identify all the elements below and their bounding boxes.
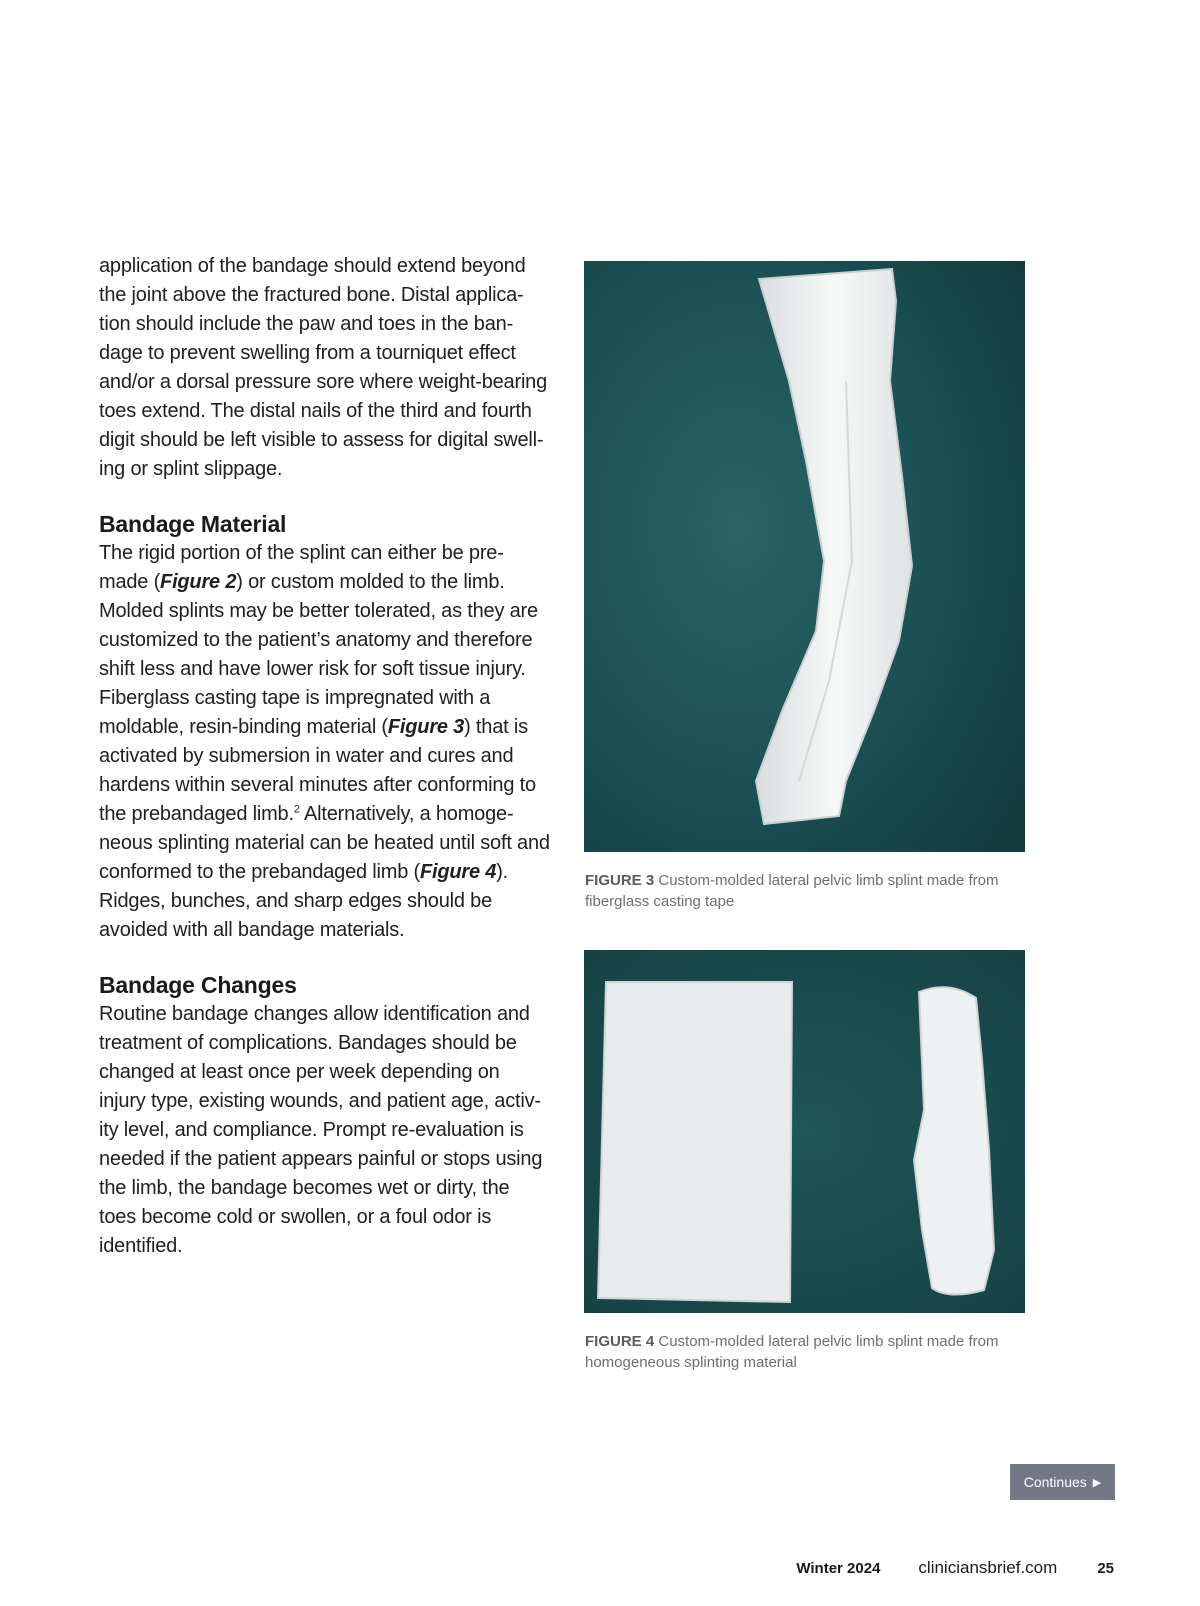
site-link[interactable]: cliniciansbrief.com: [918, 1558, 1058, 1577]
page-footer: [796, 1558, 1114, 1580]
figure-3-reference: Figure 3: [387, 716, 465, 738]
issue-season: Winter 2024: [796, 1560, 881, 1577]
figure-4-label: FIGURE 4: [585, 1333, 655, 1350]
section-heading-bandage-changes: Bandage Changes: [99, 972, 297, 998]
figure-2-reference: Figure 2: [160, 571, 237, 593]
article-left-column: [99, 252, 551, 1261]
page-number: 25: [1097, 1560, 1114, 1577]
section-heading-bandage-material: Bandage Material: [99, 511, 287, 537]
figure-4-reference: Figure 4: [419, 861, 497, 883]
figure-3-photo: [584, 261, 1025, 852]
continues-label: Continues: [1023, 1474, 1087, 1490]
citation-superscript: 2: [293, 803, 300, 816]
article-paragraph-bandage-changes: Routine bandage changes allow identification and treatment of complications. Bandages should be changed at least once per week depending on injury type, existing wounds, and patient age, activ-ity level, and compliance. Prompt re-evaluation is needed if the patient appears painful or stops using the limb, the bandage becomes wet or dirty, the toes become cold or swollen, or a foul odor is identified.: [99, 1003, 543, 1257]
continues-button[interactable]: [1010, 1464, 1115, 1500]
play-arrow-icon: ▶: [1092, 1476, 1102, 1489]
figure-3-label: FIGURE 3: [585, 872, 655, 889]
article-paragraph-bandage-material: The rigid portion of the splint can either be pre-made (Figure 2) or custom molded to the limb. Molded splints may be better tolerated, as they are customized to the patient’s anatomy and therefore shift less and have lower risk for soft tissue injury. Fiberglass casting tape is impregnated with a moldable, resin-binding material (Figure 3) that is activated by submersion in water and cures and hardens within several minutes after conforming to the prebandaged limb.$^2$ Alternatively, a homoge-neous splinting material can be heated until soft and conformed to the prebandaged limb (Figure 4). Ridges, bunches, and sharp edges should be avoided with all bandage materials.: [99, 542, 550, 941]
article-paragraph: application of the bandage should extend beyond the joint above the fractured bone. Distal applica-tion should include the paw and toes in the ban-dage to prevent swelling from a tourniquet effect and/or a dorsal pressure sore where weight-bearing toes extend. The distal nails of the third and fourth digit should be left visible to assess for digital swell-ing or splint slippage.: [99, 255, 548, 480]
figure-4-caption: FIGURE 4 Custom-molded lateral pelvic limb splint made from homogeneous splinting material: [585, 1333, 999, 1371]
figure-3-caption: FIGURE 3 Custom-molded lateral pelvic limb splint made from fiberglass casting tape: [585, 872, 999, 910]
figure-4-photo: [584, 950, 1025, 1313]
